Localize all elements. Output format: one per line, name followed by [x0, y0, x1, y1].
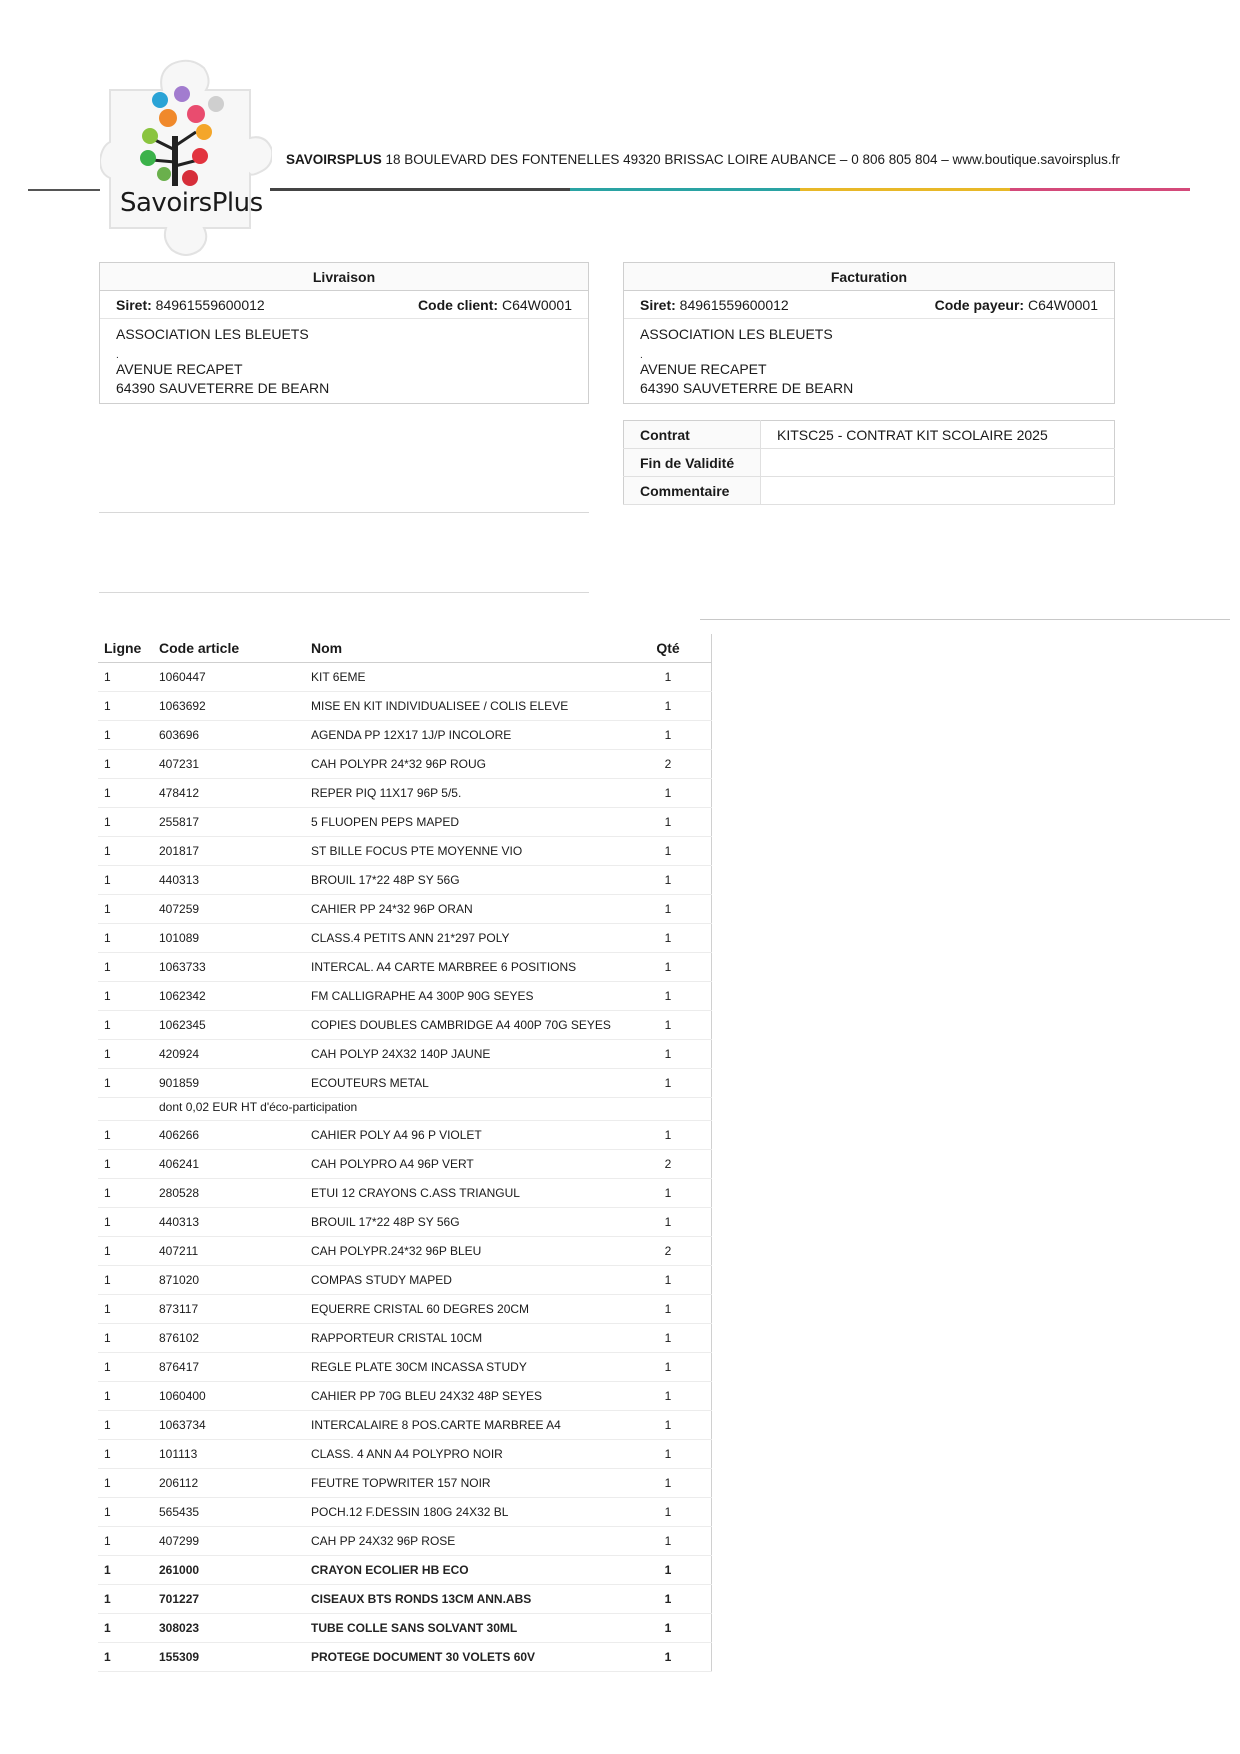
cell-qte: 1 — [625, 1381, 712, 1410]
table-row — [98, 1010, 712, 1039]
cell-ligne: 1 — [98, 1642, 153, 1671]
cell-ligne: 1 — [98, 1149, 153, 1178]
cell-ligne: 1 — [98, 1613, 153, 1642]
header-rule-pink — [1010, 188, 1190, 191]
cell-qte: 1 — [625, 865, 712, 894]
cell-ligne: 1 — [98, 1039, 153, 1068]
facturation-box — [623, 262, 1115, 404]
col-ligne: Ligne — [98, 634, 153, 662]
cell-ligne: 1 — [98, 1294, 153, 1323]
cell-code-article: 155309 — [153, 1642, 305, 1671]
table-row — [98, 1410, 712, 1439]
cell-code-article: 440313 — [153, 865, 305, 894]
cell-ligne: 1 — [98, 778, 153, 807]
company-brand: SAVOIRSPLUS — [286, 152, 382, 167]
cell-qte: 1 — [625, 894, 712, 923]
code-client-label: Code client: — [417, 297, 499, 313]
cell-ligne: 1 — [98, 981, 153, 1010]
cell-code-article: 1063733 — [153, 952, 305, 981]
cell-qte: 2 — [625, 1236, 712, 1265]
cell-nom: BROUIL 17*22 48P SY 56G — [305, 865, 625, 894]
cell-code-article: 1062342 — [153, 981, 305, 1010]
cell-ligne: 1 — [98, 1178, 153, 1207]
note-spacer — [98, 1097, 153, 1120]
cell-nom: REPER PIQ 11X17 96P 5/5. — [305, 778, 625, 807]
table-row — [98, 1178, 712, 1207]
contrat-value: KITSC25 - CONTRAT KIT SCOLAIRE 2025 — [761, 421, 1115, 449]
cell-ligne: 1 — [98, 1555, 153, 1584]
table-row — [98, 865, 712, 894]
livraison-title: Livraison — [100, 263, 588, 291]
table-row — [98, 1642, 712, 1671]
table-row — [98, 1352, 712, 1381]
cell-code-article: 1060400 — [153, 1381, 305, 1410]
cell-ligne: 1 — [98, 662, 153, 691]
cell-ligne: 1 — [98, 720, 153, 749]
cell-nom: AGENDA PP 12X17 1J/P INCOLORE — [305, 720, 625, 749]
cell-qte: 1 — [625, 1352, 712, 1381]
table-row — [98, 1265, 712, 1294]
cell-code-article: 308023 — [153, 1613, 305, 1642]
cell-code-article: 101089 — [153, 923, 305, 952]
table-row — [98, 923, 712, 952]
table-row — [98, 1207, 712, 1236]
table-row — [98, 720, 712, 749]
code-payeur-label: Code payeur: — [934, 297, 1025, 313]
eco-participation-note: dont 0,02 EUR HT d'éco-participation — [153, 1097, 712, 1120]
items-body — [98, 662, 712, 1671]
cell-code-article: 406241 — [153, 1149, 305, 1178]
cell-qte: 1 — [625, 1039, 712, 1068]
cell-qte: 1 — [625, 1178, 712, 1207]
cell-qte: 1 — [625, 1207, 712, 1236]
cell-code-article: 206112 — [153, 1468, 305, 1497]
livraison-street: AVENUE RECAPET — [116, 361, 243, 377]
cell-qte: 1 — [625, 720, 712, 749]
cell-nom: CAHIER POLY A4 96 P VIOLET — [305, 1120, 625, 1149]
table-row — [98, 662, 712, 691]
cell-nom: EQUERRE CRISTAL 60 DEGRES 20CM — [305, 1294, 625, 1323]
cell-ligne: 1 — [98, 1381, 153, 1410]
cell-ligne: 1 — [98, 865, 153, 894]
header-rule-dark — [270, 188, 570, 191]
cell-nom: RAPPORTEUR CRISTAL 10CM — [305, 1323, 625, 1352]
contract-row-validite — [624, 449, 1115, 477]
cell-nom: CAH PP 24X32 96P ROSE — [305, 1526, 625, 1555]
cell-nom: POCH.12 F.DESSIN 180G 24X32 BL — [305, 1497, 625, 1526]
facturation-address — [624, 319, 1114, 404]
header-rule-left — [28, 189, 100, 191]
cell-code-article: 1062345 — [153, 1010, 305, 1039]
cell-ligne: 1 — [98, 807, 153, 836]
cell-nom: ECOUTEURS METAL — [305, 1068, 625, 1097]
cell-qte: 1 — [625, 1613, 712, 1642]
contract-row-contrat — [624, 421, 1115, 449]
contract-row-commentaire — [624, 477, 1115, 505]
items-header-row — [98, 634, 712, 662]
cell-qte: 1 — [625, 1010, 712, 1039]
table-row — [98, 1149, 712, 1178]
cell-code-article: 873117 — [153, 1294, 305, 1323]
cell-qte: 2 — [625, 1149, 712, 1178]
cell-qte: 1 — [625, 1265, 712, 1294]
table-row — [98, 1068, 712, 1097]
cell-nom: MISE EN KIT INDIVIDUALISEE / COLIS ELEVE — [305, 691, 625, 720]
siret-label: Siret: — [116, 297, 152, 313]
cell-qte: 1 — [625, 1584, 712, 1613]
livraison-code-client — [418, 291, 572, 318]
cell-nom: CAHIER PP 24*32 96P ORAN — [305, 894, 625, 923]
cell-code-article: 407211 — [153, 1236, 305, 1265]
cell-nom: CLASS.4 PETITS ANN 21*297 POLY — [305, 923, 625, 952]
scan-artifact-line — [700, 619, 1230, 620]
cell-code-article: 255817 — [153, 807, 305, 836]
col-code-article: Code article — [153, 634, 305, 662]
cell-code-article: 201817 — [153, 836, 305, 865]
cell-nom: 5 FLUOPEN PEPS MAPED — [305, 807, 625, 836]
cell-nom: CRAYON ECOLIER HB ECO — [305, 1555, 625, 1584]
facturation-name: ASSOCIATION LES BLEUETS — [640, 326, 833, 342]
cell-nom: CAH POLYPRO A4 96P VERT — [305, 1149, 625, 1178]
cell-nom: CAHIER PP 70G BLEU 24X32 48P SEYES — [305, 1381, 625, 1410]
cell-code-article: 440313 — [153, 1207, 305, 1236]
cell-code-article: 280528 — [153, 1178, 305, 1207]
header-rule-teal — [570, 188, 800, 191]
cell-ligne: 1 — [98, 1120, 153, 1149]
cell-ligne: 1 — [98, 836, 153, 865]
facturation-title: Facturation — [624, 263, 1114, 291]
cell-ligne: 1 — [98, 1010, 153, 1039]
cell-nom: CISEAUX BTS RONDS 13CM ANN.ABS — [305, 1584, 625, 1613]
table-row — [98, 807, 712, 836]
commentaire-value — [761, 477, 1115, 505]
table-row — [98, 1381, 712, 1410]
cell-ligne: 1 — [98, 1207, 153, 1236]
cell-nom: ETUI 12 CRAYONS C.ASS TRIANGUL — [305, 1178, 625, 1207]
contract-table — [623, 420, 1115, 505]
cell-code-article: 261000 — [153, 1555, 305, 1584]
cell-nom: KIT 6EME — [305, 662, 625, 691]
code-payeur-value: C64W0001 — [1024, 297, 1098, 313]
cell-ligne: 1 — [98, 952, 153, 981]
cell-code-article: 407259 — [153, 894, 305, 923]
cell-ligne: 1 — [98, 1323, 153, 1352]
cell-nom: TUBE COLLE SANS SOLVANT 30ML — [305, 1613, 625, 1642]
cell-ligne: 1 — [98, 1584, 153, 1613]
siret-label: Siret: — [640, 297, 676, 313]
table-row — [98, 894, 712, 923]
table-row — [98, 1039, 712, 1068]
cell-code-article: 1063692 — [153, 691, 305, 720]
cell-nom: CAH POLYPR 24*32 96P ROUG — [305, 749, 625, 778]
table-row — [98, 981, 712, 1010]
cell-nom: INTERCAL. A4 CARTE MARBREE 6 POSITIONS — [305, 952, 625, 981]
cell-nom: INTERCALAIRE 8 POS.CARTE MARBREE A4 — [305, 1410, 625, 1439]
livraison-address — [100, 319, 588, 404]
cell-nom: FM CALLIGRAPHE A4 300P 90G SEYES — [305, 981, 625, 1010]
puzzle-tree-icon — [100, 50, 272, 265]
cell-ligne: 1 — [98, 894, 153, 923]
cell-code-article: 701227 — [153, 1584, 305, 1613]
table-row — [98, 1236, 712, 1265]
table-row — [98, 778, 712, 807]
cell-ligne: 1 — [98, 1068, 153, 1097]
company-address: 18 BOULEVARD DES FONTENELLES 49320 BRISSAC LOIRE AUBANCE – 0 806 805 804 – www.boutique.savoirsplus.fr — [381, 152, 1120, 167]
cell-qte: 1 — [625, 952, 712, 981]
table-row — [98, 1323, 712, 1352]
scan-artifact-line — [99, 512, 589, 513]
cell-nom: CAH POLYP 24X32 140P JAUNE — [305, 1039, 625, 1068]
col-nom: Nom — [305, 634, 625, 662]
table-row — [98, 1468, 712, 1497]
cell-ligne: 1 — [98, 1410, 153, 1439]
livraison-dot: . — [116, 350, 119, 361]
cell-code-article: 407231 — [153, 749, 305, 778]
facturation-dot: . — [640, 350, 643, 361]
cell-qte: 1 — [625, 1555, 712, 1584]
table-row — [98, 1294, 712, 1323]
cell-qte: 1 — [625, 1642, 712, 1671]
livraison-city: 64390 SAUVETERRE DE BEARN — [116, 380, 330, 396]
facturation-siret — [640, 291, 789, 318]
table-row — [98, 1439, 712, 1468]
header-rule-yellow — [800, 188, 1010, 191]
cell-qte: 1 — [625, 981, 712, 1010]
facturation-city: 64390 SAUVETERRE DE BEARN — [640, 380, 854, 396]
cell-code-article: 603696 — [153, 720, 305, 749]
cell-qte: 1 — [625, 1526, 712, 1555]
cell-qte: 1 — [625, 691, 712, 720]
facturation-ids — [624, 291, 1114, 319]
cell-qte: 1 — [625, 1497, 712, 1526]
table-row — [98, 749, 712, 778]
cell-code-article: 1060447 — [153, 662, 305, 691]
cell-qte: 1 — [625, 1410, 712, 1439]
cell-qte: 1 — [625, 1294, 712, 1323]
logo-text: SavoirsPlus — [120, 188, 263, 218]
cell-nom: ST BILLE FOCUS PTE MOYENNE VIO — [305, 836, 625, 865]
cell-qte: 1 — [625, 923, 712, 952]
cell-ligne: 1 — [98, 1265, 153, 1294]
cell-code-article: 901859 — [153, 1068, 305, 1097]
facturation-code-payeur — [935, 291, 1098, 318]
table-row — [98, 1497, 712, 1526]
cell-ligne: 1 — [98, 923, 153, 952]
cell-ligne: 1 — [98, 749, 153, 778]
table-row — [98, 836, 712, 865]
cell-ligne: 1 — [98, 1468, 153, 1497]
cell-nom: CLASS. 4 ANN A4 POLYPRO NOIR — [305, 1439, 625, 1468]
commentaire-label: Commentaire — [624, 477, 761, 505]
cell-code-article: 101113 — [153, 1439, 305, 1468]
cell-qte: 1 — [625, 1439, 712, 1468]
siret-value: 84961559600012 — [151, 297, 265, 313]
cell-qte: 1 — [625, 836, 712, 865]
cell-code-article: 871020 — [153, 1265, 305, 1294]
table-row — [98, 1555, 712, 1584]
cell-code-article: 407299 — [153, 1526, 305, 1555]
scan-artifact-line — [99, 592, 589, 593]
facturation-street: AVENUE RECAPET — [640, 361, 767, 377]
cell-nom: COMPAS STUDY MAPED — [305, 1265, 625, 1294]
cell-qte: 1 — [625, 1068, 712, 1097]
siret-value: 84961559600012 — [675, 297, 789, 313]
livraison-name: ASSOCIATION LES BLEUETS — [116, 326, 309, 342]
cell-code-article: 876417 — [153, 1352, 305, 1381]
cell-nom: BROUIL 17*22 48P SY 56G — [305, 1207, 625, 1236]
table-row — [98, 952, 712, 981]
cell-qte: 1 — [625, 778, 712, 807]
cell-nom: CAH POLYPR.24*32 96P BLEU — [305, 1236, 625, 1265]
cell-ligne: 1 — [98, 1497, 153, 1526]
livraison-siret — [116, 291, 265, 318]
cell-qte: 1 — [625, 662, 712, 691]
table-row — [98, 1120, 712, 1149]
validite-value — [761, 449, 1115, 477]
contrat-label: Contrat — [624, 421, 761, 449]
livraison-ids — [100, 291, 588, 319]
cell-code-article: 478412 — [153, 778, 305, 807]
cell-code-article: 1063734 — [153, 1410, 305, 1439]
cell-ligne: 1 — [98, 691, 153, 720]
cell-qte: 1 — [625, 1323, 712, 1352]
cell-ligne: 1 — [98, 1236, 153, 1265]
col-qte: Qté — [625, 634, 712, 662]
eco-participation-row — [98, 1097, 712, 1120]
cell-qte: 1 — [625, 1468, 712, 1497]
cell-code-article: 420924 — [153, 1039, 305, 1068]
table-row — [98, 1584, 712, 1613]
cell-code-article: 406266 — [153, 1120, 305, 1149]
company-header — [286, 152, 1120, 167]
cell-qte: 2 — [625, 749, 712, 778]
items-table — [98, 634, 712, 1672]
code-client-value: C64W0001 — [498, 297, 572, 313]
cell-nom: FEUTRE TOPWRITER 157 NOIR — [305, 1468, 625, 1497]
cell-qte: 1 — [625, 1120, 712, 1149]
table-row — [98, 1526, 712, 1555]
cell-qte: 1 — [625, 807, 712, 836]
cell-nom: REGLE PLATE 30CM INCASSA STUDY — [305, 1352, 625, 1381]
savoirsplus-logo — [100, 50, 272, 265]
cell-ligne: 1 — [98, 1352, 153, 1381]
cell-ligne: 1 — [98, 1526, 153, 1555]
validite-label: Fin de Validité — [624, 449, 761, 477]
table-row — [98, 1613, 712, 1642]
cell-code-article: 565435 — [153, 1497, 305, 1526]
cell-nom: PROTEGE DOCUMENT 30 VOLETS 60V — [305, 1642, 625, 1671]
cell-code-article: 876102 — [153, 1323, 305, 1352]
cell-ligne: 1 — [98, 1439, 153, 1468]
table-row — [98, 691, 712, 720]
cell-nom: COPIES DOUBLES CAMBRIDGE A4 400P 70G SEYES — [305, 1010, 625, 1039]
livraison-box — [99, 262, 589, 404]
